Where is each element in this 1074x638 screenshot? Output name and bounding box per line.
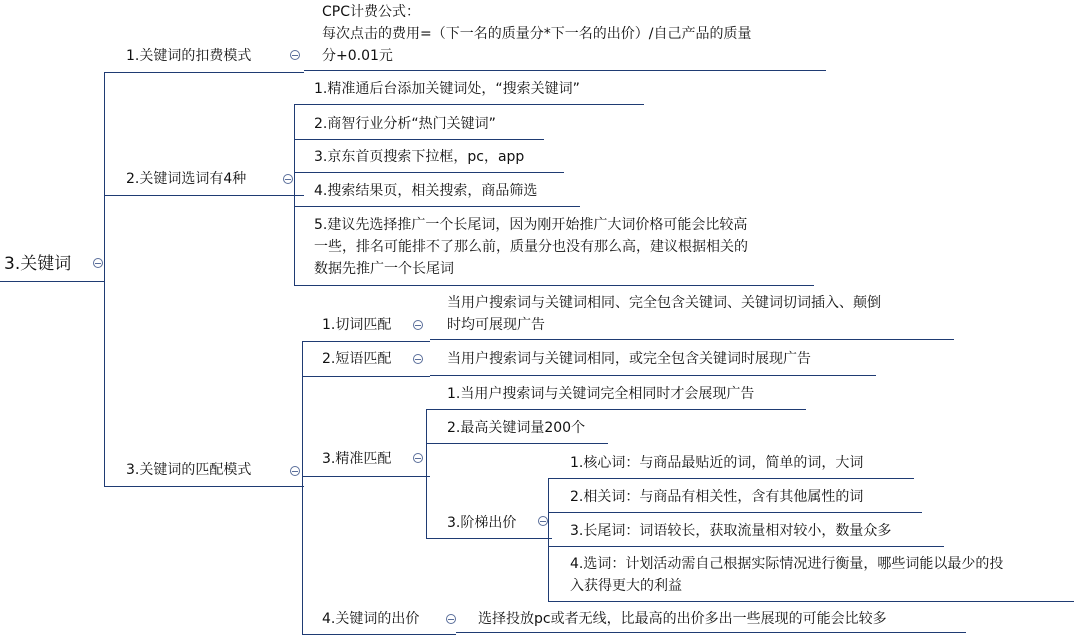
tier-item[interactable]: 3.长尾词：词语较长，获取流量相对较小，数量众多 [570, 523, 892, 539]
selection-item[interactable]: 1.精准通后台添加关键词处，“搜索关键词” [314, 81, 580, 97]
selection-item-line: 数据先推广一个长尾词 [314, 261, 454, 277]
collapse-branch2-icon[interactable] [283, 174, 293, 184]
match-exact[interactable]: 3.精准匹配 [322, 451, 392, 467]
tier-item[interactable]: 2.相关词：与商品有相关性，含有其他属性的词 [570, 489, 864, 505]
root-node[interactable]: 3.关键词 [4, 254, 72, 274]
match-phrase[interactable]: 2.短语匹配 [322, 351, 392, 367]
tiered-bidding[interactable]: 3.阶梯出价 [447, 515, 517, 531]
tier-item[interactable]: 1.核心词：与商品最贴近的词，简单的词，大词 [570, 455, 864, 471]
branch-keyword-selection[interactable]: 2.关键词选词有4种 [126, 171, 247, 187]
collapse-qieci-icon[interactable] [413, 320, 423, 330]
formula-line: CPC计费公式： [322, 4, 420, 20]
branch-bidding-mode[interactable]: 1.关键词的扣费模式 [126, 48, 252, 64]
selection-item[interactable]: 3.京东首页搜索下拉框，pc，app [314, 149, 525, 165]
tier-item-line: 4.选词：计划活动需自己根据实际情况进行衡量，哪些词能以最少的投 [570, 556, 1004, 572]
collapse-branch3-icon[interactable] [290, 466, 300, 476]
collapse-jieti-icon[interactable] [538, 516, 548, 526]
selection-item-line: 一些，排名可能排不了那么前，质量分也没有那么高，建议根据相关的 [314, 239, 748, 255]
keyword-bid-note: 选择投放pc或者无线，比最高的出价多出一些展现的可能会比较多 [478, 611, 887, 627]
match-broad-note: 当用户搜索词与关键词相同、完全包含关键词、关键词切词插入、颠倒 [447, 295, 881, 311]
match-broad-note: 时均可展现广告 [447, 317, 545, 333]
formula-line: 每次点击的费用=（下一名的质量分*下一名的出价）/自己产品的质量 [322, 26, 752, 42]
selection-item-line: 5.建议先选择推广一个长尾词，因为刚开始推广大词价格可能会比较高 [314, 217, 748, 233]
collapse-jingzhun-icon[interactable] [413, 453, 423, 463]
selection-item[interactable]: 2.商智行业分析“热门关键词” [314, 116, 496, 132]
collapse-duanyu-icon[interactable] [413, 354, 423, 364]
keyword-bid[interactable]: 4.关键词的出价 [322, 611, 420, 627]
formula-line: 分+0.01元 [322, 48, 393, 64]
collapse-root-icon[interactable] [93, 258, 103, 268]
collapse-chujia-icon[interactable] [446, 614, 456, 624]
branch-match-mode[interactable]: 3.关键词的匹配模式 [126, 462, 252, 478]
selection-item[interactable]: 4.搜索结果页，相关搜索，商品筛选 [314, 183, 538, 199]
collapse-branch1-icon[interactable] [290, 50, 300, 60]
tier-item-line: 入获得更大的利益 [570, 578, 682, 594]
exact-item[interactable]: 1.当用户搜索词与关键词完全相同时才会展现广告 [447, 386, 755, 402]
match-broad[interactable]: 1.切词匹配 [322, 317, 392, 333]
match-phrase-note: 当用户搜索词与关键词相同，或完全包含关键词时展现广告 [447, 351, 811, 367]
exact-item[interactable]: 2.最高关键词量200个 [447, 420, 586, 436]
